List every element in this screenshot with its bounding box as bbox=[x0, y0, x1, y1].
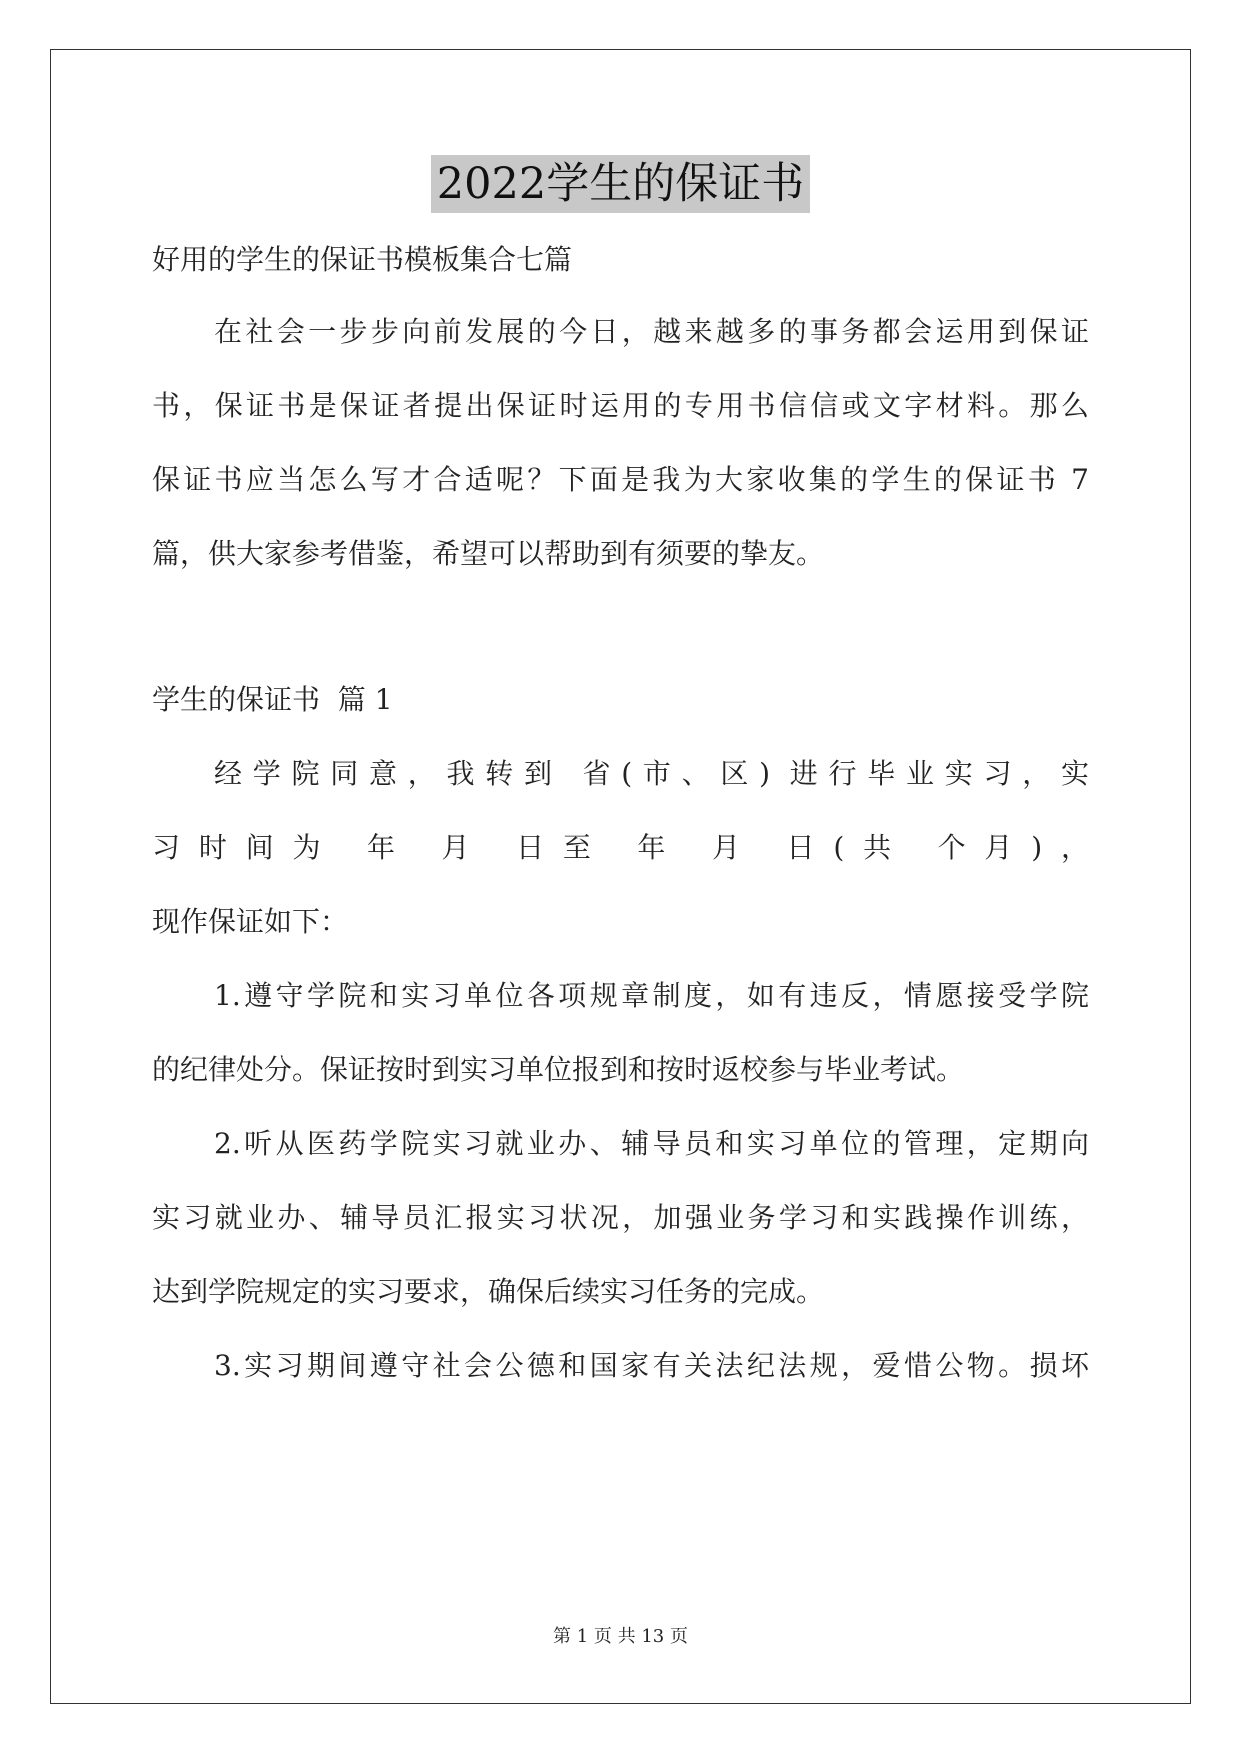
document-title: 2022学生的保证书 bbox=[431, 155, 810, 213]
title-container bbox=[0, 155, 1241, 213]
page-border bbox=[50, 49, 1191, 1704]
body-line-6: 2.听从医药学院实习就业办、辅导员和实习单位的管理，定期向 bbox=[214, 1127, 1089, 1160]
page-footer: 第 1 页 共 13 页 bbox=[553, 1626, 688, 1647]
body-line-1: 经学院同意，我转到 省(市、区) 进行毕业实习，实 bbox=[214, 757, 1089, 790]
body-line-9: 3.实习期间遵守社会公德和国家有关法纪法规，爱惜公物。损坏 bbox=[214, 1349, 1089, 1382]
intro-line-2: 书，保证书是保证者提出保证时运用的专用书信信或文字材料。那么 bbox=[152, 389, 1089, 422]
body-line-7: 实习就业办、辅导员汇报实习状况，加强业务学习和实践操作训练， bbox=[152, 1201, 1089, 1234]
intro-line-4: 篇，供大家参考借鉴，希望可以帮助到有须要的挚友。 bbox=[152, 537, 825, 570]
body-line-4: 1.遵守学院和实习单位各项规章制度，如有违反，情愿接受学院 bbox=[214, 979, 1089, 1012]
intro-line-1: 在社会一步步向前发展的今日，越来越多的事务都会运用到保证 bbox=[214, 315, 1089, 348]
document-subtitle: 好用的学生的保证书模板集合七篇 bbox=[152, 243, 573, 276]
section-heading: 学生的保证书 篇 1 bbox=[152, 683, 393, 716]
body-line-3: 现作保证如下： bbox=[152, 905, 349, 938]
body-line-5: 的纪律处分。保证按时到实习单位报到和按时返校参与毕业考试。 bbox=[152, 1053, 965, 1086]
intro-line-3: 保证书应当怎么写才合适呢？下面是我为大家收集的学生的保证书 7 bbox=[152, 463, 1089, 496]
body-line-8: 达到学院规定的实习要求，确保后续实习任务的完成。 bbox=[152, 1275, 825, 1308]
body-line-2: 习时间为 年 月 日至 年 月 日(共 个月)， bbox=[152, 831, 1089, 864]
